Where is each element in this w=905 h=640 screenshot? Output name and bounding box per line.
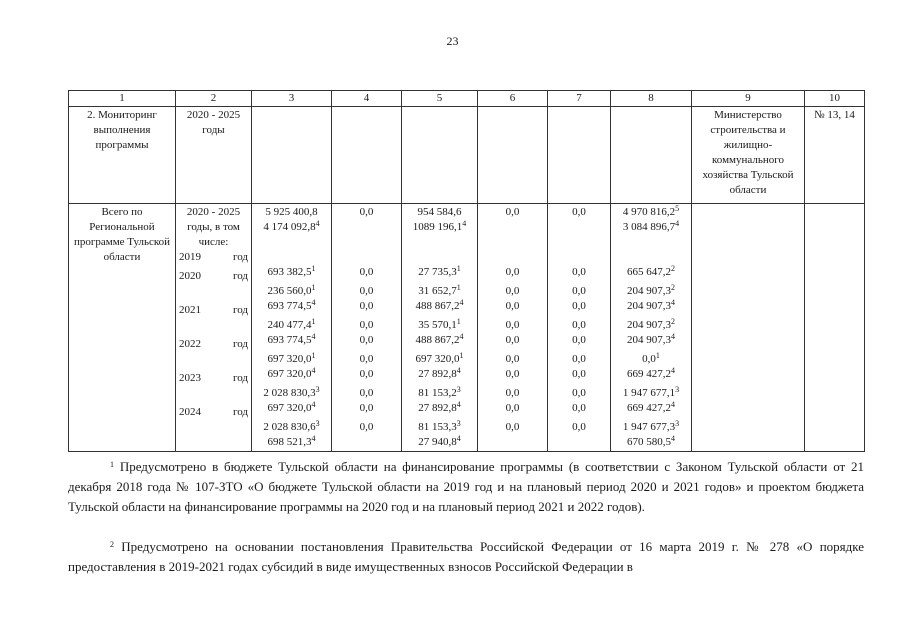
cell-value: 0,0 (505, 353, 520, 365)
period-cell: 2020 - 2025 годы (176, 107, 252, 204)
header-cell: 8 (611, 91, 692, 107)
col6-values (481, 205, 544, 450)
cell-value: 697 320,0$^1$ (267, 351, 316, 365)
header-cell: 4 (332, 91, 402, 107)
footnote-ref: 4 (462, 219, 467, 228)
cell-value: 0,0 (505, 387, 520, 399)
cell-value: 665 647,2$^2$ (627, 264, 675, 278)
cell-value: 0,0 (505, 421, 520, 433)
header-cell: 3 (252, 91, 332, 107)
cell-value: 0,0 (359, 300, 374, 312)
cell-value: 27 892,8$^4$ (418, 366, 461, 380)
executor-cell: Министерство строительства и жилищно-коммунального хозяйства Тульской области (692, 107, 805, 204)
year-label: 2020 год (179, 270, 248, 282)
cell-value: 0,0 (505, 266, 520, 278)
cell-value: 693 774,5$^4$ (267, 332, 316, 346)
col7-values (551, 205, 607, 450)
cell-value: 0,0 (505, 402, 520, 414)
col6-cell (478, 204, 548, 452)
header-cell: 10 (805, 91, 865, 107)
funding-table (68, 90, 865, 452)
footnote-ref: 5 (675, 204, 680, 213)
cell-value: 693 382,5$^1$ (267, 264, 316, 278)
footnote-ref: 1 (311, 351, 316, 360)
cell-value: 1 947 677,3$^3$ (622, 419, 680, 433)
cell-value: 0,0 (572, 387, 586, 399)
col5-cell (402, 204, 478, 452)
cell-value: 4 174 092,8$^4$ (263, 219, 320, 233)
cell-value: 0,0 (359, 353, 374, 365)
cell-value: 2 028 830,3$^3$ (263, 385, 320, 399)
cell-value: 3 084 896,7$^4$ (622, 219, 680, 233)
cell-value: 0,0 (359, 334, 374, 346)
cell-value: 2 028 830,6$^3$ (263, 419, 320, 433)
footnote-text: Предусмотрено в бюджете Тульской области на финансирование программы (в соответствии с Законом Тульской области от 21 декабря 2018 года № 107-ЗТО «О бюджете Тульской области на 2019 год и на плановый период 2020 и 2021 годов» и проектом бюджета Тульской области на финансирование программы на 2020 год и на плановый период 2021 и 2022 годов). (68, 459, 864, 514)
cell-value: 0,0 (359, 421, 374, 433)
header-cell: 6 (478, 91, 548, 107)
col8-cell (611, 204, 692, 452)
year-label: 2024 год (179, 406, 248, 418)
footnote-ref: 3 (675, 385, 680, 394)
cell-value: 27 940,8$^4$ (418, 434, 461, 448)
cell-value: 697 320,0$^4$ (267, 366, 316, 380)
cell-value: 693 774,5$^4$ (267, 298, 316, 312)
header-cell: 5 (402, 91, 478, 107)
cell-value: 27 735,3$^1$ (418, 264, 461, 278)
cell-value: 35 570,1$^1$ (418, 317, 461, 331)
footnote-ref: 4 (456, 434, 461, 443)
cell-value: 0,0 (572, 300, 586, 312)
total-name-cell: Всего по Региональной программе Тульской области (69, 204, 176, 452)
footnote-ref: 4 (311, 434, 316, 443)
col4-cell (332, 204, 402, 452)
cell-value: 4 970 816,2$^5$ (622, 204, 680, 218)
cell-value: 0,0 (505, 300, 520, 312)
footnote-2 (68, 537, 864, 577)
year-label: 2022 год (179, 338, 248, 350)
footnote-ref: 4 (456, 366, 461, 375)
footnote-ref: 3 (315, 385, 320, 394)
reference-cell: № 13, 14 (805, 107, 865, 204)
cell-value: 0,0 (572, 266, 586, 278)
footnote-ref: 4 (671, 434, 675, 443)
cell-value: $0,0^1$ (642, 351, 660, 365)
footnote-ref: 1 (311, 283, 316, 292)
footnote-ref: 4 (459, 298, 464, 307)
col7-cell (548, 204, 611, 452)
year-label: 2019 год (179, 251, 248, 263)
footnote-ref: 1 (655, 351, 660, 360)
col5-values (405, 205, 474, 450)
cell-value: 236 560,0$^1$ (267, 283, 316, 297)
footnote-ref: 4 (459, 332, 464, 341)
footnote-ref: 4 (311, 332, 316, 341)
year-label: 2021 год (179, 304, 248, 316)
cell-value: 697 320,0$^4$ (267, 400, 316, 414)
cell-value: 669 427,2$^4$ (627, 366, 675, 380)
footnote-mark: 1 (110, 460, 114, 469)
cell-value: 81 153,3$^3$ (418, 419, 461, 433)
cell-value: 204 907,3$^2$ (627, 317, 675, 331)
cell-value: 0,0 (505, 334, 520, 346)
cell-value: 0,0 (572, 319, 586, 331)
footnote-ref: 1 (459, 351, 464, 360)
header-cell: 9 (692, 91, 805, 107)
cell-value: 31 652,7$^1$ (418, 283, 461, 297)
footnote-ref: 4 (671, 332, 675, 341)
cell-value: 0,0 (359, 387, 374, 399)
cell-value: 669 427,2$^4$ (627, 400, 675, 414)
cell-value: 0,0 (359, 319, 374, 331)
cell-value: 0,0 (505, 368, 520, 380)
cell-value: 0,0 (505, 285, 520, 297)
footnote-ref: 1 (456, 264, 461, 273)
cell-value: 0,0 (359, 368, 374, 380)
cell-value: 0,0 (572, 334, 586, 346)
footnote-ref: 4 (311, 366, 316, 375)
footnote-mark: 2 (110, 540, 114, 549)
footnote-ref: 3 (675, 419, 680, 428)
footnote-ref: 1 (456, 283, 461, 292)
cell-value: 204 907,3$^4$ (627, 332, 675, 346)
footnote-ref: 4 (456, 400, 461, 409)
header-row (69, 91, 865, 107)
col8-values (614, 205, 688, 450)
col4-values (335, 205, 398, 450)
year-label: 2023 год (179, 372, 248, 384)
cell-value: 0,0 (359, 266, 374, 278)
cell-value: 1089 196,1$^4$ (412, 219, 467, 233)
cell-value: 0,0 (572, 402, 586, 414)
cell-value: 0,0 (572, 421, 586, 433)
footnote-ref: 2 (671, 264, 675, 273)
col3-values (255, 205, 328, 450)
footnote-text: Предусмотрено на основании постановления Правительства Российской Федерации от 16 марта 2019 г. № 278 «О порядке предоставления в 2019-2021 годах субсидий в виде имущественных взносов Российской Федерации в (68, 539, 865, 574)
cell-value: 0,0 (505, 319, 520, 331)
table-row-monitoring (69, 107, 865, 204)
footnote-ref: 1 (456, 317, 461, 326)
years-list (179, 250, 248, 420)
cell-value: 697 320,0$^1$ (415, 351, 464, 365)
footnote-ref: 4 (311, 400, 316, 409)
period-label: 2020 - 2025 годы, в том числе: (186, 206, 241, 248)
cell-value: 0,0 (572, 353, 586, 365)
footnote-ref: 3 (315, 419, 320, 428)
footnote-ref: 4 (311, 298, 316, 307)
cell-value: 240 477,4$^1$ (267, 317, 316, 331)
header-cell: 2 (176, 91, 252, 107)
footnote-ref: 4 (675, 219, 680, 228)
activity-name-cell: 2. Мониторинг выполнения программы (69, 107, 176, 204)
cell-value: 81 153,2$^3$ (418, 385, 461, 399)
table-row-total (69, 204, 865, 452)
footnote-ref: 1 (311, 317, 316, 326)
cell-value: 204 907,3$^2$ (627, 283, 675, 297)
footnote-ref: 4 (671, 298, 675, 307)
col3-cell (252, 204, 332, 452)
cell-value: 0,0 (359, 402, 374, 414)
cell-value: 670 580,5$^4$ (627, 434, 675, 448)
header-cell: 7 (548, 91, 611, 107)
cell-value: 1 947 677,1$^3$ (622, 385, 680, 399)
footnote-ref: 4 (671, 366, 675, 375)
cell-value: 0,0 (359, 285, 374, 297)
cell-value: 0,0 (572, 206, 586, 218)
page-number: 23 (446, 34, 459, 48)
header-cell: 1 (69, 91, 176, 107)
cell-value: 27 892,8$^4$ (418, 400, 461, 414)
cell-value: 0,0 (505, 206, 520, 218)
cell-value: 204 907,3$^4$ (627, 298, 675, 312)
footnote-ref: 2 (671, 283, 675, 292)
footnote-ref: 3 (456, 385, 461, 394)
footnote-1 (68, 457, 864, 517)
cell-value: 488 867,2$^4$ (415, 332, 464, 346)
footnote-ref: 4 (671, 400, 675, 409)
footnote-ref: 4 (315, 219, 320, 228)
cell-value: 5 925 400,8 (265, 206, 318, 218)
cell-value: 488 867,2$^4$ (415, 298, 464, 312)
cell-value: 954 584,6 (417, 206, 462, 218)
cell-value: 0,0 (572, 285, 586, 297)
cell-value: 0,0 (359, 206, 374, 218)
footnote-ref: 3 (456, 419, 461, 428)
cell-value: 698 521,3$^4$ (267, 434, 316, 448)
footnote-ref: 2 (671, 317, 675, 326)
cell-value: 0,0 (572, 368, 586, 380)
footnote-ref: 1 (311, 264, 316, 273)
years-cell (176, 204, 252, 452)
